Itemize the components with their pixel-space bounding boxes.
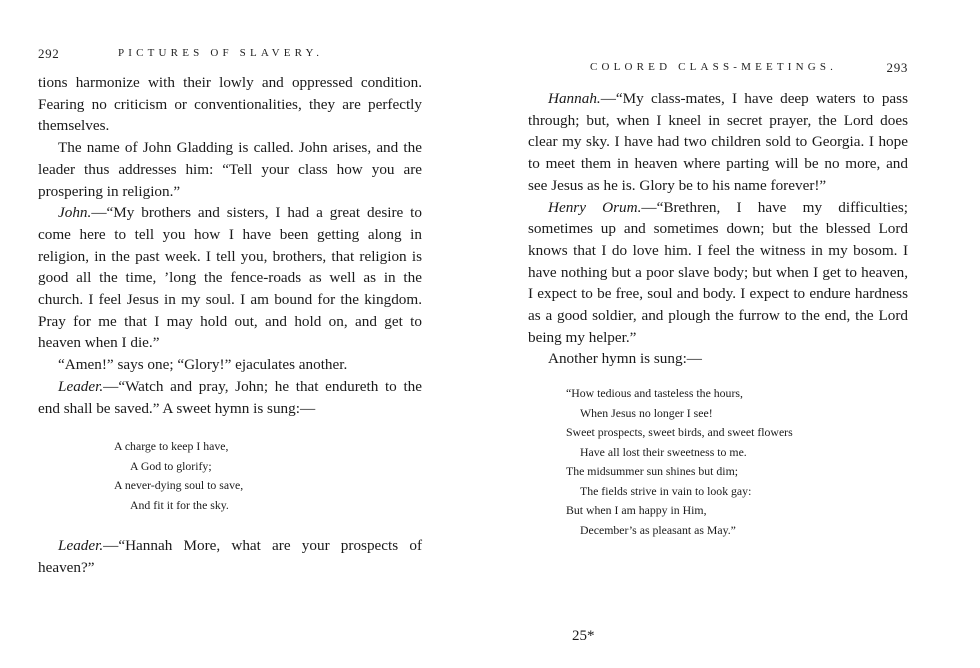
paragraph [528, 348, 908, 370]
hymn-line: “How tedious and tasteless the hours, [566, 386, 743, 401]
left-page-number: 292 [38, 46, 60, 61]
paragraph [38, 72, 422, 137]
speaker-name: John. [58, 204, 92, 222]
paragraph-text: —“Brethren, I have my difficulties; sometimes up and sometimes down; but the blessed Lord knows that I do love him. I feel the witness in my bosom. I have nothing but a poor slave body; but when I get to heaven, I expect to be free, soul and body. I expect to endure hardness as a good soldier, and plough the furrow to the end, the Lord being my helper.” [528, 198, 908, 346]
signature-mark: 25* [572, 628, 595, 644]
left-running-title: PICTURES OF SLAVERY. [118, 47, 324, 59]
hymn-line: The fields strive in vain to look gay: [580, 483, 752, 498]
right-running-head [528, 60, 908, 76]
right-running-title: COLORED CLASS-MEETINGS. [590, 61, 838, 73]
hymn-line: When Jesus no longer I see! [580, 405, 713, 420]
paragraph-text: —“My brothers and sisters, I had a great desire to come here to tell you how I have been getting along in religion, in the past week. I tell you, brothers, that religion is good all the time, ’long the fence-roads as well as in the church. I feel Jesus in my soul. I am bound for the kingdom. Pray for me that I may hold out, and hold on, and get to heaven when I die.” [38, 204, 422, 352]
right-body-text [528, 88, 908, 540]
hymn-line: A God to glorify; [130, 458, 212, 473]
paragraph [528, 88, 908, 197]
left-page [38, 0, 422, 668]
left-body-text [38, 72, 422, 579]
speaker-name: Leader. [58, 377, 104, 395]
hymn-line: Sweet prospects, sweet birds, and sweet flowers [566, 425, 793, 440]
speaker-name: Henry Orum. [548, 198, 642, 216]
hymn-line: A charge to keep I have, [114, 439, 229, 454]
paragraph-text: —“Watch and pray, John; he that endureth to the end shall be saved.” A sweet hymn is sung:— [38, 377, 422, 417]
paragraph-text: “Amen!” says one; “Glory!” ejaculates another. [58, 356, 348, 374]
paragraph-text: Another hymn is sung:— [548, 350, 702, 368]
left-running-head [38, 46, 422, 62]
hymn-verse [566, 384, 908, 540]
paragraph [38, 354, 422, 376]
speaker-name: Leader. [58, 537, 104, 555]
paragraph-text: tions harmonize with their lowly and oppressed condition. Fearing no criticism or conventionalities, they are perfectly themselves. [38, 74, 422, 135]
right-page-number: 293 [886, 60, 908, 75]
paragraph-text: —“My class-mates, I have deep waters to pass through; but, when I kneel in secret prayer, the Lord does clear my sky. I have had two children sold to Georgia. I hope to meet them in heaven where parting will be no more, and see Jesus as he is. Glory be to his name forever!” [528, 90, 908, 194]
paragraph [38, 202, 422, 354]
hymn-line: And fit it for the sky. [130, 497, 229, 512]
paragraph [38, 535, 422, 578]
speaker-name: Hannah. [548, 90, 601, 107]
paragraph [38, 137, 422, 202]
hymn-verse [114, 437, 422, 515]
hymn-line: A never-dying soul to save, [114, 478, 244, 493]
hymn-line: Have all lost their sweetness to me. [580, 444, 747, 459]
hymn-line: The midsummer sun shines but dim; [566, 464, 739, 479]
paragraph-text: —“Hannah More, what are your prospects of heaven?” [38, 537, 422, 576]
hymn-line: December’s as pleasant as May.” [580, 522, 736, 537]
paragraph [38, 376, 422, 419]
right-page [528, 0, 908, 668]
paragraph [528, 197, 908, 349]
paragraph-text: The name of John Gladding is called. John arises, and the leader thus addresses him: “Tell your class how you are prospering in religion.” [38, 139, 422, 200]
hymn-line: But when I am happy in Him, [566, 503, 707, 518]
